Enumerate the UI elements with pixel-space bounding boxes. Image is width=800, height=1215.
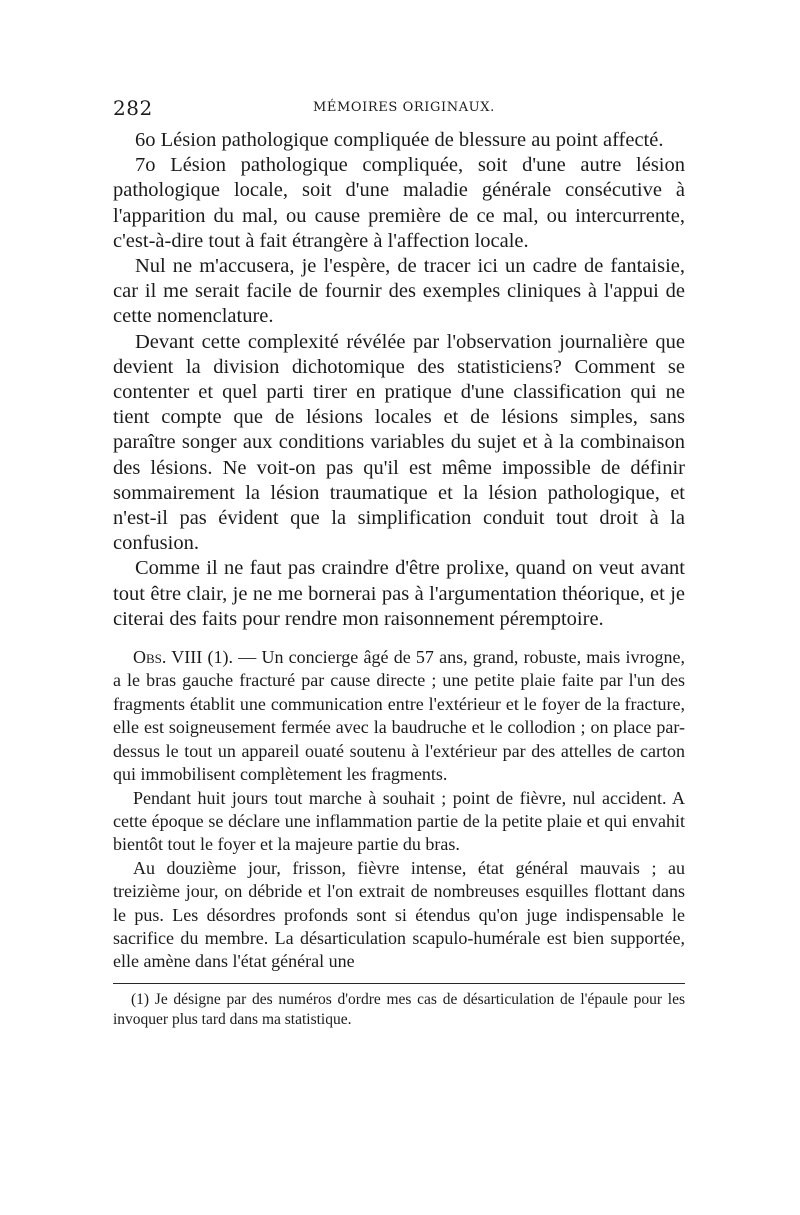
- observation-paragraph-1: [113, 646, 685, 786]
- page-number: 282: [113, 96, 153, 120]
- running-head: MÉMOIRES ORIGINAUX.: [313, 100, 495, 115]
- footnote: (1) Je désigne par des numéros d'ordre mes cas de désarticulation de l'épaule pour les invoquer plus tard dans ma statistique.: [113, 990, 685, 1028]
- observation-section: [113, 646, 685, 974]
- observation-label: Obs.: [133, 647, 167, 668]
- paragraph-lesion-7: 7o Lésion pathologique compliquée, soit d'une autre lésion pathologique locale, soit d'une maladie générale consécutive à l'apparition du mal, ou cause première de ce mal, ou intercurrente, c'est-à-dire tout à fait étrangère à l'affection locale.: [113, 154, 685, 252]
- observation-paragraph-3: Au douzième jour, frisson, fièvre intense, état général mauvais ; au treizième jour, on débride et l'on extrait de nombreuses esquilles flottant dans le pus. Les désordres profonds sont si étendus qu'on juge indispensable le sacrifice du membre. La désarticulation scapulo-humérale est bien supportée, elle amène dans l'état général une: [113, 857, 685, 972]
- main-text: [113, 128, 685, 632]
- paragraph-nomenclature: Nul ne m'accusera, je l'espère, de tracer ici un cadre de fantaisie, car il me serait facile de fournir des exemples cliniques à l'appui de cette nomenclature.: [113, 255, 685, 328]
- observation-paragraph-2: Pendant huit jours tout marche à souhait ; point de fièvre, nul accident. A cette époque se déclare une inflammation partie de la petite plaie et qui envahit bientôt tout le foyer et la majeure partie du bras.: [113, 787, 685, 855]
- observation-text-1: VIII (1). — Un concierge âgé de 57 ans, grand, robuste, mais ivrogne, a le bras gauche fracturé par cause directe ; une petite plaie faite par l'un des fragments établit une communication entre l'extérieur et le foyer de la fracture, elle est soigneusement fermée avec la baudruche et le collodion ; on place par-dessus le tout un appareil ouaté soutenu à l'extérieur par des attelles de carton qui immobilisent complètement les fragments.: [113, 647, 685, 785]
- footnote-rule: [113, 983, 685, 984]
- paragraph-argumentation: Comme il ne faut pas craindre d'être prolixe, quand on veut avant tout être clair, je ne me bornerai pas à l'argumentation théorique, et je citerai des faits pour rendre mon raisonnement péremptoire.: [113, 557, 685, 630]
- book-page: [113, 96, 685, 1030]
- page-header: [113, 96, 685, 122]
- paragraph-complexity: Devant cette complexité révélée par l'observation journalière que devient la division dichotomique des statisticiens? Comment se contenter et quel parti tirer en pratique d'une classification qui ne tient compte que de lésions locales et de lésions simples, sans paraître songer aux conditions variables du sujet et à la combinaison des lésions. Ne voit-on pas qu'il est même impossible de définir sommairement la lésion traumatique et la lésion pathologique, et n'est-il pas évident que la simplification conduit tout droit à la confusion.: [113, 330, 685, 555]
- paragraph-lesion-6: 6o Lésion pathologique compliquée de blessure au point affecté.: [135, 129, 664, 151]
